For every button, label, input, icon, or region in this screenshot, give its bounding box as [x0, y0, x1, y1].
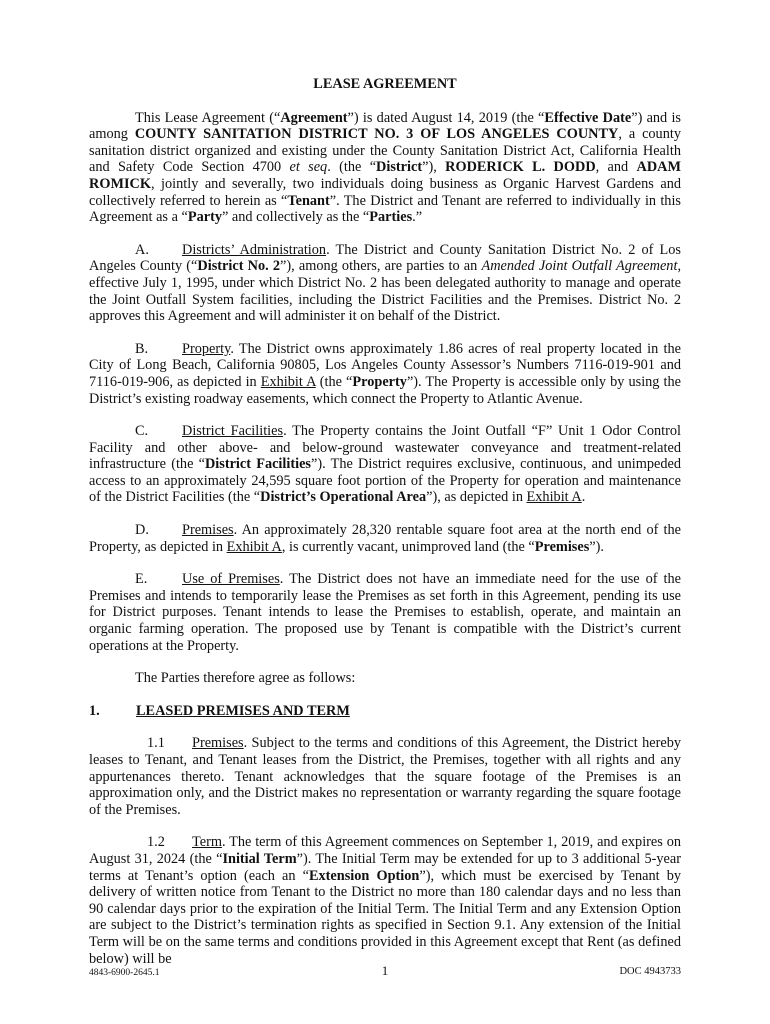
- subsection-label: 1.2: [147, 834, 165, 851]
- intro-paragraph: This Lease Agreement (“Agreement”) is dated August 14, 2019 (the “Effective Date”) and is among COUNTY SANITATION DISTRICT NO. 3 OF LOS ANGELES COUNTY, a county sanitation district organized and existing under the County Sanitation District Act, California Health and Safety Code Section 4700 et seq. (the “District”), RODERICK L. DODD, and ADAM ROMICK, jointly and severally, two individuals doing business as Organic Harvest Gardens and collectively referred to herein as “Tenant”. The District and Tenant are referred to individually in this Agreement as a “Party” and collectively as the “Parties.”: [89, 109, 681, 226]
- section-title: LEASED PREMISES AND TERM: [136, 702, 350, 719]
- document-id: 4843-6900-2645.1: [89, 968, 160, 978]
- recital-label: E.: [135, 571, 148, 588]
- exhibit-a-reference: Exhibit A: [526, 489, 582, 506]
- page-footer: [89, 963, 681, 979]
- page-number: 1: [381, 963, 389, 978]
- recital-heading: Premises: [182, 522, 234, 539]
- document-body: [89, 76, 681, 983]
- section-number: 1.: [89, 702, 100, 719]
- subsection-label: 1.1: [147, 735, 165, 752]
- recital-c: C. District Facilities. The Property contains the Joint Outfall “F” Unit 1 Odor Control Facility and other above- and below-ground wastewater conveyance and treatment-related infrastructure (the “District Facilities”). The District requires exclusive, continuous, and unimpeded access to an approximately 24,595 square foot portion of the Property for operation and maintenance of the District Facilities (the “District’s Operational Area”), as depicted in Exhibit A.: [89, 423, 681, 506]
- recital-label: B.: [135, 340, 149, 357]
- subsection-1-2: 1.2 Term. The term of this Agreement commences on September 1, 2019, and expires on August 31, 2024 (the “Initial Term”). The Initial Term may be extended for up to 3 additional 5-year terms at Tenant’s option (each an “Extension Option”), which must be exercised by Tenant by delivery of written notice from Tenant to the District no more than 180 calendar days and no less than 90 calendar days prior to the expiration of the Initial Term. The Initial Term and any Extension Option are subject to the District’s termination rights as specified in Section 9.1. Any extension of the Initial Term will be on the same terms and conditions provided in this Agreement except that Rent (as defined below) will be: [89, 834, 682, 967]
- recital-label: C.: [135, 423, 149, 440]
- recital-label: A.: [135, 241, 149, 258]
- recital-heading: Use of Premises: [182, 571, 280, 588]
- subsection-heading: Premises: [192, 735, 244, 752]
- recital-d: D. Premises. An approximately 28,320 rentable square foot area at the north end of the Property, as depicted in Exhibit A, is currently vacant, unimproved land (the “Premises”).: [89, 522, 681, 555]
- subsection-heading: Term: [192, 834, 222, 851]
- page-title: LEASE AGREEMENT: [313, 76, 457, 92]
- recital-b: B. Property. The District owns approximately 1.86 acres of real property located in the City of Long Beach, California 90805, Los Angeles County Assessor’s Numbers 7116-019-901 and 7116-019-906, as depicted in Exhibit A (the “Property”). The Property is accessible only by using the District’s existing roadway easements, which connect the Property to Atlantic Avenue.: [89, 340, 681, 407]
- recital-e: E. Use of Premises. The District does not have an immediate need for the use of the Premises and intends to temporarily lease the Premises as set forth in this Agreement, pending its use for District purposes. Tenant intends to lease the Premises to establish, operate, and maintain an organic farming operation. The proposed use by Tenant is compatible with the District’s current operations at the Property.: [89, 571, 681, 654]
- recital-heading: Districts’ Administration: [182, 241, 327, 258]
- exhibit-a-reference: Exhibit A: [226, 538, 282, 555]
- recital-a: A. Districts’ Administration. The District and County Sanitation District No. 2 of Los Angeles County (“District No. 2”), among others, are parties to an Amended Joint Outfall Agreement, effective July 1, 1995, under which District No. 2 has been delegated authority to manage and operate the Joint Outfall System facilities, including the District Facilities and the Premises. District No. 2 approves this Agreement and will administer it on behalf of the District.: [89, 241, 682, 325]
- exhibit-a-reference: Exhibit A: [260, 373, 316, 390]
- subsection-1-1: 1.1 Premises. Subject to the terms and conditions of this Agreement, the District hereby leases to Tenant, and Tenant leases from the District, the Premises, together with all rights and any appurtenances thereto. Tenant acknowledges that the square footage of the Premises is an approximation only, and the District makes no representation or warranty regarding the square footage of the Premises.: [89, 735, 681, 818]
- recital-heading: District Facilities: [182, 423, 284, 440]
- document-number: DOC 4943733: [619, 966, 681, 977]
- recital-heading: Property: [182, 340, 231, 357]
- section-1-heading: [89, 703, 681, 720]
- recital-label: D.: [135, 522, 149, 539]
- agreement-statement: The Parties therefore agree as follows:: [135, 670, 356, 687]
